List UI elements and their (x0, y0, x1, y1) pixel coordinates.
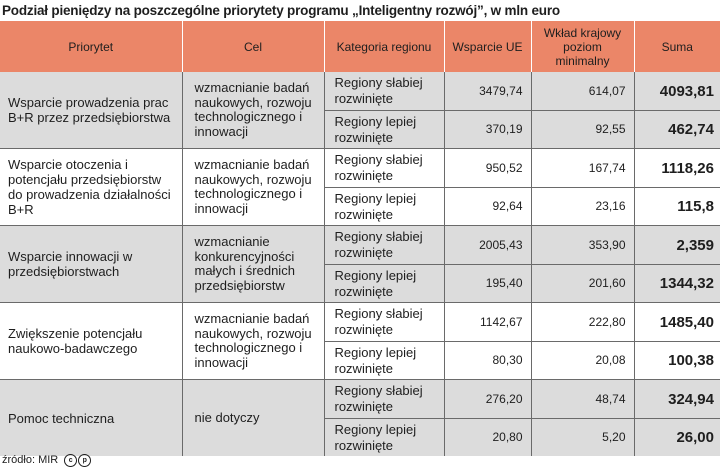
cell-wklad: 23,16 (531, 188, 634, 226)
cell-wklad: 222,80 (531, 303, 634, 342)
source-note (2, 453, 91, 467)
cell-kategoria: Regiony lepiej rozwinięte (324, 188, 444, 226)
header-cel: Cel (182, 21, 324, 72)
table-body (0, 72, 720, 456)
header-wklad-line1: Wkład krajowy (543, 25, 622, 40)
header-row (0, 21, 720, 72)
header-kategoria: Kategoria regionu (324, 21, 444, 72)
cell-suma: 324,94 (634, 380, 720, 419)
cell-kategoria: Regiony słabiej rozwinięte (324, 303, 444, 342)
cell-wklad: 5,20 (531, 419, 634, 457)
cell-kategoria: Regiony słabiej rozwinięte (324, 226, 444, 265)
cell-priorytet: Pomoc techniczna (0, 380, 182, 457)
license-icons (64, 454, 91, 467)
cell-wsparcie: 92,64 (444, 188, 531, 226)
cell-wsparcie: 2005,43 (444, 226, 531, 265)
cell-kategoria: Regiony słabiej rozwinięte (324, 72, 444, 111)
header-wsparcie: Wsparcie UE (444, 21, 531, 72)
cell-suma: 100,38 (634, 342, 720, 380)
header-wklad (531, 21, 634, 72)
cell-wklad: 48,74 (531, 380, 634, 419)
header-wklad-line2: poziom minimalny (555, 39, 610, 68)
creative-commons-icon: c (64, 454, 77, 467)
cell-cel: wzmacnianie badań naukowych, rozwoju technologicznego i innowacji (182, 72, 324, 149)
copyright-p-icon: p (78, 454, 91, 467)
cell-wsparcie: 195,40 (444, 265, 531, 303)
cell-cel: wzmacnianie konkurencyjności małych i średnich przedsiębiorstw (182, 226, 324, 303)
table-row (0, 149, 720, 188)
cell-suma: 462,74 (634, 111, 720, 149)
cell-kategoria: Regiony słabiej rozwinięte (324, 380, 444, 419)
table-row (0, 72, 720, 111)
cell-wsparcie: 3479,74 (444, 72, 531, 111)
cell-wklad: 92,55 (531, 111, 634, 149)
cell-suma: 4093,81 (634, 72, 720, 111)
cell-kategoria: Regiony lepiej rozwinięte (324, 265, 444, 303)
cell-priorytet: Wsparcie otoczenia i potencjału przedsiębiorstw do prowadzenia działalności B+R (0, 149, 182, 226)
header-priorytet: Priorytet (0, 21, 182, 72)
cell-suma: 1485,40 (634, 303, 720, 342)
cell-kategoria: Regiony lepiej rozwinięte (324, 111, 444, 149)
header-suma: Suma (634, 21, 720, 72)
table-row (0, 303, 720, 342)
cell-wsparcie: 80,30 (444, 342, 531, 380)
cell-suma: 26,00 (634, 419, 720, 457)
cell-wklad: 167,74 (531, 149, 634, 188)
table-row (0, 226, 720, 265)
cell-kategoria: Regiony lepiej rozwinięte (324, 342, 444, 380)
cell-cel: wzmacnianie badań naukowych, rozwoju technologicznego i innowacji (182, 303, 324, 380)
table-row (0, 380, 720, 419)
cell-priorytet: Zwiększenie potencjału naukowo-badawczego (0, 303, 182, 380)
cell-suma: 115,8 (634, 188, 720, 226)
source-text: źródło: MIR (2, 454, 59, 466)
cell-wklad: 353,90 (531, 226, 634, 265)
cell-wsparcie: 20,80 (444, 419, 531, 457)
cell-wsparcie: 950,52 (444, 149, 531, 188)
funding-table (0, 21, 720, 456)
cell-wsparcie: 276,20 (444, 380, 531, 419)
cell-wklad: 614,07 (531, 72, 634, 111)
cell-wsparcie: 1142,67 (444, 303, 531, 342)
cell-priorytet: Wsparcie innowacji w przedsiębiorstwach (0, 226, 182, 303)
cell-wklad: 201,60 (531, 265, 634, 303)
cell-wklad: 20,08 (531, 342, 634, 380)
cell-wsparcie: 370,19 (444, 111, 531, 149)
cell-suma: 1344,32 (634, 265, 720, 303)
cell-cel: nie dotyczy (182, 380, 324, 457)
cell-suma: 1118,26 (634, 149, 720, 188)
cell-kategoria: Regiony lepiej rozwinięte (324, 419, 444, 457)
cell-kategoria: Regiony słabiej rozwinięte (324, 149, 444, 188)
cell-suma: 2,359 (634, 226, 720, 265)
cell-cel: wzmacnianie badań naukowych, rozwoju technologicznego i innowacji (182, 149, 324, 226)
table-title: Podział pieniędzy na poszczególne priorytety programu „Inteligentny rozwój”, w mln euro (2, 3, 560, 18)
cell-priorytet: Wsparcie prowadzenia prac B+R przez przedsiębiorstwa (0, 72, 182, 149)
